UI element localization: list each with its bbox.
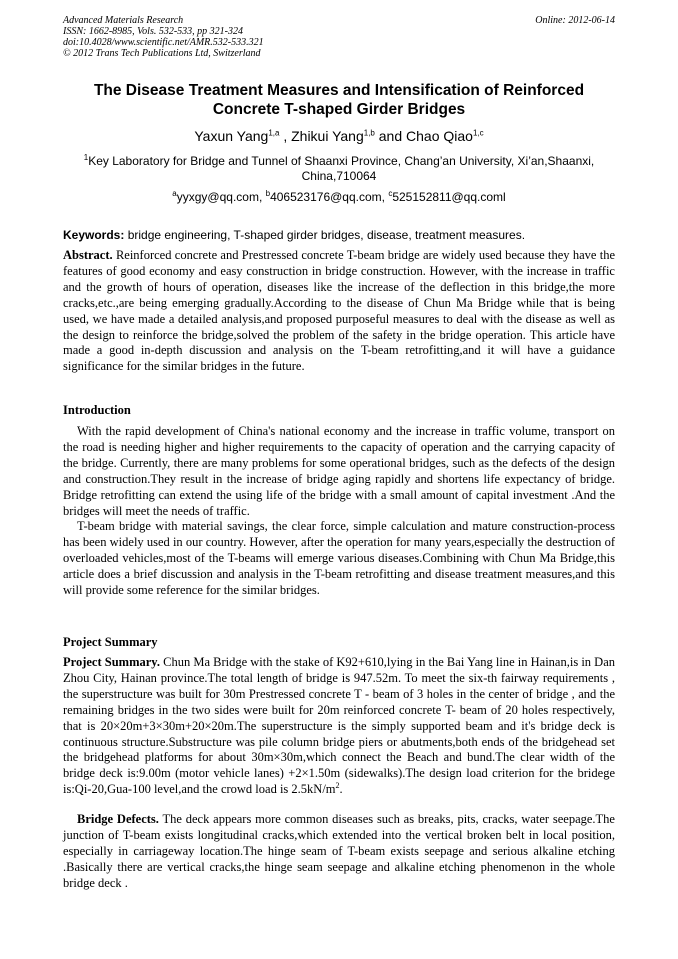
bridge-defects-text: The deck appears more common diseases such as breaks, pits, cracks, water seepage.The junction of T-beam exists longitudinal cracks,which extended into the vertical broken belt in local position, especially in carriageway location.The hinge seam of T-beam exists seepage and serious alkaline etching .Basically there are vertical cracks,the hinge seam seepage and alkaline etching phenomenon in the whole bridge deck . [63, 812, 615, 890]
author-1-affil: 1,a [268, 128, 280, 138]
title-line-1: The Disease Treatment Measures and Intensification of Reinforced [93, 82, 585, 99]
abstract-label: Abstract. [63, 248, 113, 262]
author-separator-2: and [374, 128, 407, 144]
email-c: 525152811@qq.coml [392, 190, 506, 204]
email-marker-b: b [265, 189, 271, 198]
project-summary-text: Chun Ma Bridge with the stake of K92+610,lying in the Bai Yang line in Hainan,is in Dan Zhou City, Hainan province.The total length of bridge is 947.52m. To meet the six-th fairway requirements , the superstructure was built for 30m Prestressed concrete T - beam of 3 holes in the center of bridge , and the remaining bridges in the two sides were built for 20m reinforced concrete T- beam of 20 holes respectively, that is 20×20m+3×30m+20×20m.The superstructure is the simply supported beam and it's bridge deck is continuous structure.Substructure was pile column bridge piers or abutments,both ends of the bridgehead set the bridgehead platforms for about 30m×30m,which connect the Beach and bund.The clear width of the bridge deck is:9.00m (motor vehicle lanes) +2×1.50m (sidewalks).The design load criterion for the bridege is:Qi-20,Gua-100 level,and the crowd load is 2.5kN/m [63, 655, 616, 797]
introduction-paragraph-2: T-beam bridge with material savings, the clear force, simple calculation and mature construction-process has been widely used in our country. However, after the operation for many years,especially the destruction of overloaded vehicles,most of the T-beams will emerge various diseases.Combining with Chun Ma Bridge,this article does a brief discussion and analysis in the T-beam retrofitting and disease treatment measures,and this will provide some reference for the similar bridges. [63, 519, 615, 597]
copyright-line: © 2012 Trans Tech Publications Ltd, Switzerland [63, 48, 261, 59]
abstract-text: Reinforced concrete and Prestressed concrete T-beam bridge are widely used because they have the features of good economy and easy construction in bridge construction. However, with the increase in traffic and the growth of hours of operation, diseases like the increase of the deflection in this bridge,the more cracks,etc.,are being emerging gradually.According to the disease of Chun Ma Bridge while that is being used, we have made a detailed analysis,and proposed purposeful measures to deal with the disease as well as the design to reinforce the bridge,solved the problem of the safety in the bridge operation. This article have made a good in-depth discussion and analysis on the T-beam retrofitting,and it will have a guidance significance for the similar bridges in the future. [63, 248, 615, 374]
author-2-affil: 1,b [363, 128, 375, 138]
email-list [63, 190, 615, 205]
affiliation-marker: 1 [83, 153, 89, 162]
affiliation-text: Key Laboratory for Bridge and Tunnel of Shaanxi Province, Chang’an University, Xi’an,Shaanxi, China,710064 [88, 154, 595, 183]
email-marker-a: a [172, 189, 177, 198]
paper-title [63, 81, 615, 119]
author-list [63, 127, 615, 145]
issn-line: ISSN: 1662-8985, Vols. 532-533, pp 321-324 [63, 26, 243, 37]
project-summary-paragraph [63, 655, 615, 798]
email-marker-c: c [388, 189, 393, 198]
project-summary-heading: Project Summary [63, 635, 158, 649]
project-summary-end: . [339, 782, 343, 797]
abstract [63, 248, 615, 375]
author-1: Yaxun Yang [194, 128, 269, 144]
doi-line: doi:10.4028/www.scientific.net/AMR.532-533.321 [63, 37, 264, 48]
journal-name: Advanced Materials Research [63, 15, 184, 26]
author-3: Chao Qiao [406, 128, 473, 144]
journal-header [63, 15, 615, 59]
unit-exponent: 2 [335, 781, 340, 791]
online-date: Online: 2012-06-14 [535, 15, 615, 26]
author-separator-1: , [279, 128, 292, 144]
bridge-defects-paragraph [63, 812, 615, 892]
keywords-text: bridge engineering, T-shaped girder bridges, disease, treatment measures. [124, 228, 526, 242]
bridge-defects-label: Bridge Defects. [77, 812, 159, 826]
author-2: Zhikui Yang [291, 128, 364, 144]
author-3-affil: 1,c [472, 128, 484, 138]
email-b: 406523176@qq.com, [270, 190, 389, 204]
keywords [63, 228, 615, 243]
project-summary-label: Project Summary. [63, 655, 160, 669]
title-line-2: Concrete T-shaped Girder Bridges [212, 101, 466, 118]
keywords-label: Keywords: [63, 228, 125, 242]
introduction-paragraph-1: With the rapid development of China's national economy and the increase in traffic volume, transport on the road is needing higher and higher requirements to the capacity of operation and the carrying capacity of the bridge. Currently, there are many problems for some operational bridges, such as the defects of the design and construction.They result in the increase of bridge aging rapidly and shortens life expectancy of bridge. Bridge retrofitting can extend the using life of the bridge with a small amount of capital investment .And the bridges will meet the needs of traffic. [63, 424, 615, 518]
introduction-heading: Introduction [63, 403, 131, 417]
affiliation [63, 154, 615, 184]
email-a: yyxgy@qq.com, [176, 190, 266, 204]
